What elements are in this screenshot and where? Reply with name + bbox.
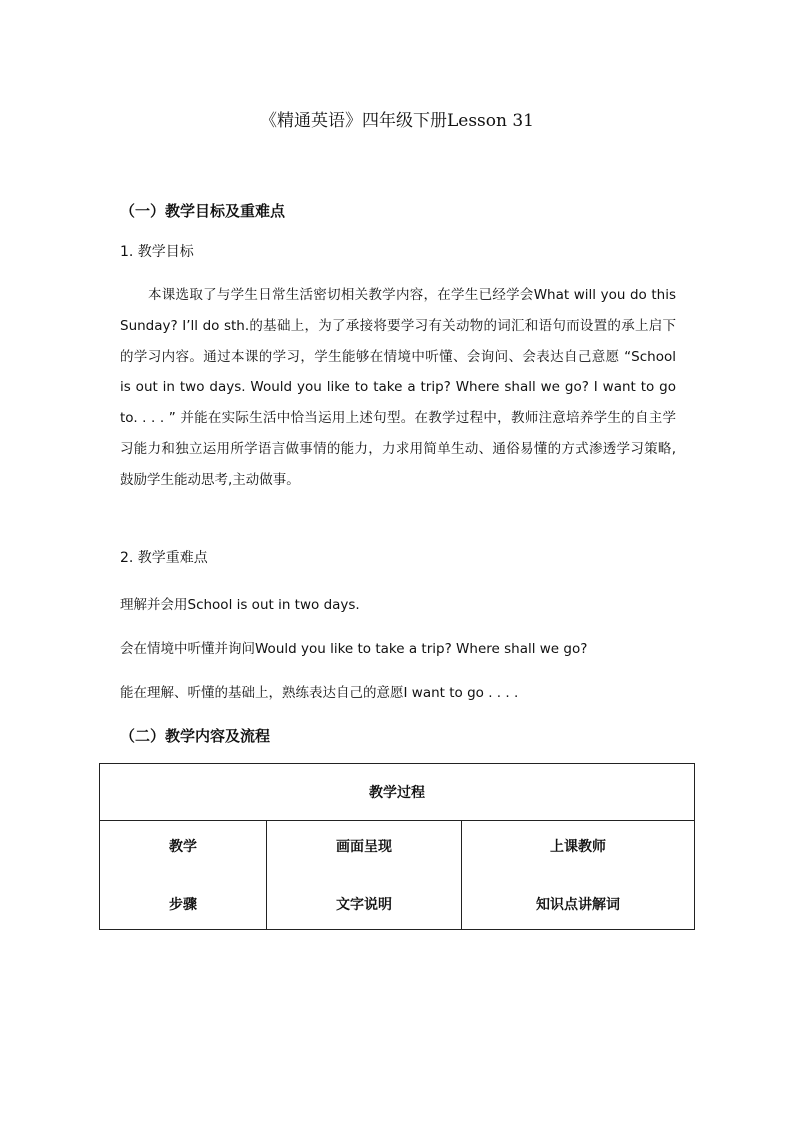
section-heading-objectives: （一）教学目标及重难点 bbox=[120, 202, 286, 220]
table-header-row bbox=[100, 821, 695, 930]
document-title: 《精通英语》四年级下册Lesson 31 bbox=[259, 111, 535, 131]
table-caption: 教学过程 bbox=[100, 764, 695, 821]
column-header-steps-bottom: 步骤 bbox=[169, 897, 197, 913]
column-header-teacher bbox=[462, 821, 695, 930]
difficulties-heading: 2. 教学重难点 bbox=[120, 550, 208, 566]
teaching-process-table bbox=[99, 763, 695, 930]
column-header-teacher-bottom: 知识点讲解词 bbox=[536, 897, 620, 913]
objectives-paragraph: 本课选取了与学生日常生活密切相关教学内容，在学生已经学会What will you do this Sunday? I’ll do sth.的基础上，为了承接将要学习有关动物的词汇和语句而设置的承上启下的学习内容。通过本课的学习，学生能够在情境中听懂、会询问、会表达自己意愿 “School is out in two days. Would you like to take a trip? Where shall we go? I want to go to. . . . ” 并能在实际生活中恰当运用上述句型。在教学过程中，教师注意培养学生的自主学习能力和独立运用所学语言做事情的能力，力求用简单生动、通俗易懂的方式渗透学习策略,鼓励学生能动思考,主动做事。 bbox=[120, 287, 676, 488]
column-header-steps-top: 教学 bbox=[169, 839, 197, 855]
column-header-steps bbox=[100, 821, 267, 930]
table-caption-row bbox=[100, 764, 695, 821]
section-heading-content: （二）教学内容及流程 bbox=[120, 727, 271, 745]
difficulty-item-1: 理解并会用School is out in two days. bbox=[120, 597, 360, 613]
difficulty-item-2: 会在情境中听懂并询问Would you like to take a trip? Where shall we go? bbox=[120, 641, 588, 657]
column-header-screen-bottom: 文字说明 bbox=[336, 897, 392, 913]
difficulty-item-3: 能在理解、听懂的基础上，熟练表达自己的意愿I want to go . . . . bbox=[120, 685, 519, 701]
column-header-screen bbox=[267, 821, 462, 930]
column-header-screen-top: 画面呈现 bbox=[336, 839, 392, 855]
column-header-teacher-top: 上课教师 bbox=[550, 839, 606, 855]
objectives-heading: 1. 教学目标 bbox=[120, 244, 194, 260]
